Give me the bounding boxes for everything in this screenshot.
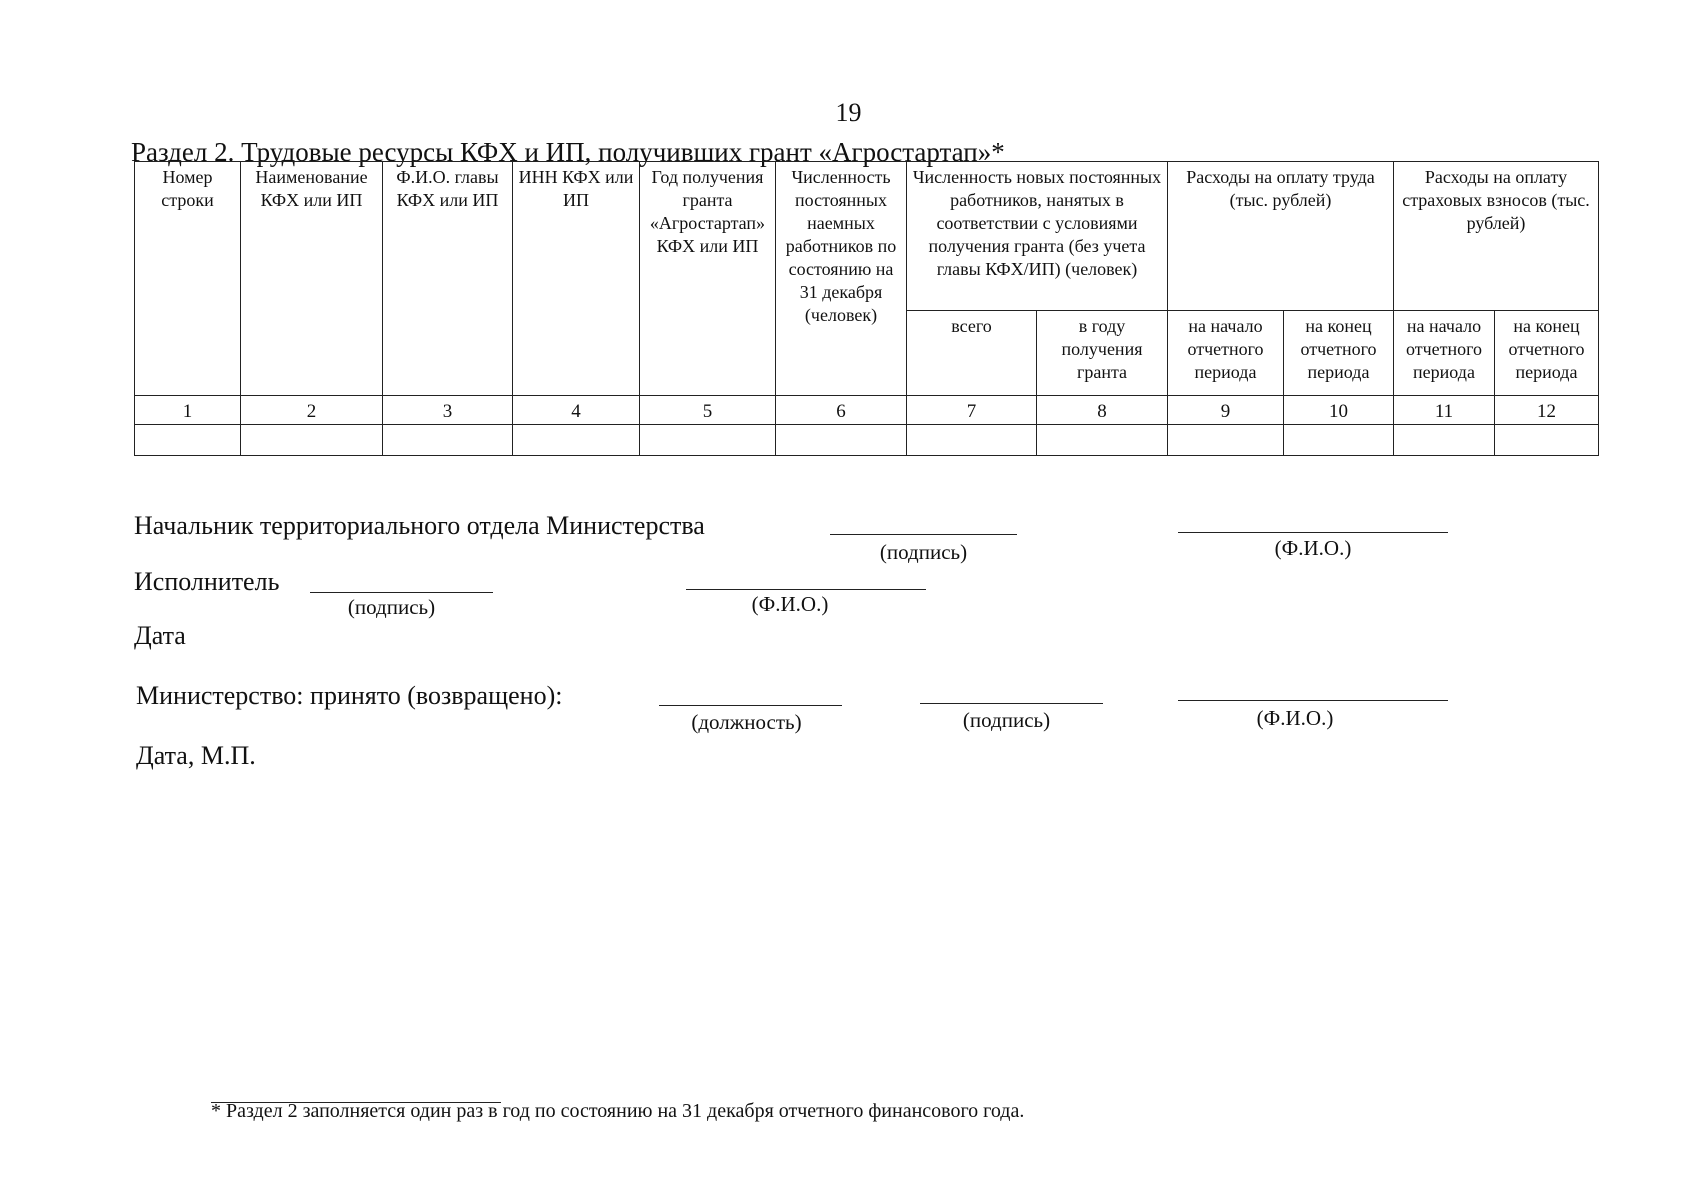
- table-cell[interactable]: [1283, 424, 1394, 456]
- header-head-fio: Ф.И.О. главы КФХ или ИП: [382, 161, 513, 396]
- executor-signature-line[interactable]: [310, 592, 493, 593]
- table-cell[interactable]: [639, 424, 776, 456]
- date-stamp-label: Дата, М.П.: [136, 741, 256, 770]
- table-cell[interactable]: [1494, 424, 1599, 456]
- executor-label: Исполнитель: [134, 567, 280, 596]
- header-labor-end: на конец отчетного периода: [1283, 310, 1394, 396]
- table-cell[interactable]: [240, 424, 383, 456]
- head-of-department-label: Начальник территориального отдела Министерства: [134, 511, 705, 540]
- executor-name-caption: (Ф.И.О.): [751, 592, 829, 616]
- column-number: 5: [639, 395, 776, 425]
- header-name: Наименование КФХ или ИП: [240, 161, 383, 396]
- table-cell[interactable]: [134, 424, 241, 456]
- column-number: 1: [134, 395, 241, 425]
- head-signature-line[interactable]: [830, 534, 1017, 535]
- executor-signature-caption: (подпись): [347, 595, 436, 619]
- table-cell[interactable]: [512, 424, 640, 456]
- ministry-label: Министерство: принято (возвращено):: [136, 681, 563, 710]
- header-labor-start: на начало отчетного периода: [1167, 310, 1284, 396]
- ministry-position-caption: (должность): [691, 710, 802, 734]
- header-group-new-workers: Численность новых постоянных работников, нанятых в соответствии с условиями получения гранта (без учета главы КФХ/ИП) (человек): [906, 161, 1168, 311]
- header-inn: ИНН КФХ или ИП: [512, 161, 640, 396]
- column-number: 4: [512, 395, 640, 425]
- table-cell[interactable]: [1036, 424, 1168, 456]
- table-cell[interactable]: [906, 424, 1037, 456]
- head-name-line[interactable]: [1178, 532, 1448, 533]
- head-name-caption: (Ф.И.О.): [1274, 536, 1352, 560]
- column-number: 9: [1167, 395, 1284, 425]
- column-number: 11: [1393, 395, 1495, 425]
- column-number: 7: [906, 395, 1037, 425]
- table-cell[interactable]: [1167, 424, 1284, 456]
- header-grant-year: Год получения гранта «Агростартап» КФХ или ИП: [639, 161, 776, 396]
- column-number: 6: [775, 395, 907, 425]
- column-number: 8: [1036, 395, 1168, 425]
- footnote: * Раздел 2 заполняется один раз в год по состоянию на 31 декабря отчетного финансового года.: [211, 1100, 1025, 1122]
- header-group-insurance: Расходы на оплату страховых взносов (тыс. рублей): [1393, 161, 1599, 311]
- header-insurance-start: на начало отчетного периода: [1393, 310, 1495, 396]
- ministry-position-line[interactable]: [659, 705, 842, 706]
- ministry-name-line[interactable]: [1178, 700, 1448, 701]
- header-group-labor-costs: Расходы на оплату труда (тыс. рублей): [1167, 161, 1394, 311]
- ministry-signature-line[interactable]: [920, 703, 1103, 704]
- column-number: 10: [1283, 395, 1394, 425]
- ministry-name-caption: (Ф.И.О.): [1256, 706, 1334, 730]
- labor-resources-table: [134, 161, 1599, 456]
- header-new-workers-grant-year: в году получения гранта: [1036, 310, 1168, 396]
- column-number: 12: [1494, 395, 1599, 425]
- header-row-number: Номер строки: [134, 161, 241, 396]
- ministry-signature-caption: (подпись): [962, 708, 1051, 732]
- page-number: 19: [835, 98, 862, 127]
- column-number: 3: [382, 395, 513, 425]
- executor-name-line[interactable]: [686, 589, 926, 590]
- header-insurance-end: на конец отчетного периода: [1494, 310, 1599, 396]
- header-new-workers-total: всего: [906, 310, 1037, 396]
- table-cell[interactable]: [1393, 424, 1495, 456]
- table-cell[interactable]: [382, 424, 513, 456]
- header-permanent-workers: Численность постоянных наемных работников по состоянию на 31 декабря (человек): [775, 161, 907, 396]
- table-cell[interactable]: [775, 424, 907, 456]
- section-title: Раздел 2. Трудовые ресурсы КФХ и ИП, получивших грант «Агростартап»*: [131, 137, 1005, 167]
- head-signature-caption: (подпись): [879, 540, 968, 564]
- date-label: Дата: [134, 621, 186, 650]
- column-number: 2: [240, 395, 383, 425]
